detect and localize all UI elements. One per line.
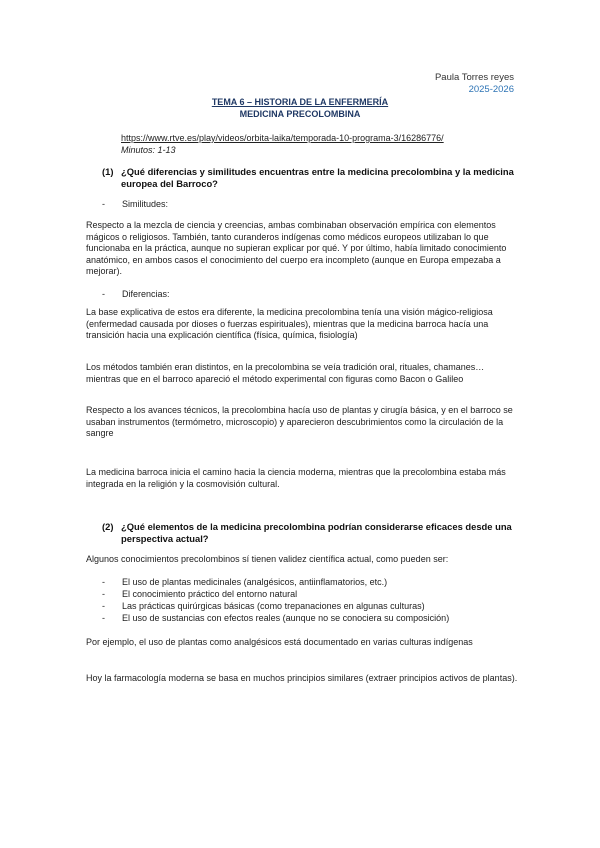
conclusion-paragraph: La medicina barroca inicia el camino hacia la ciencia moderna, mientras que la precolombina estaba más integrada en la religión y la cosmovisión cultural. <box>86 467 506 489</box>
academic-year: 2025-2026 <box>468 84 514 95</box>
similarities-paragraph: Respecto a la mezcla de ciencia y creencias, ambas combinaban observación empírica con elementos mágicos o religiosos. También, tanto curanderos indígenas como médicos europeos utilizaban lo que funcionaba en la práctica, aunque no supieran explicar por qué. Y por último, había limitado conocimiento anatómico, en ambos casos el conocimiento del cuerpo era incompleto (aunque en Europa empezaba a mejorar). <box>86 220 507 277</box>
source-link[interactable]: https://www.rtve.es/play/videos/orbita-laika/temporada-10-programa-3/16286776/ <box>121 133 444 143</box>
example-paragraph: Por ejemplo, el uso de plantas como analgésicos está documentado en varias culturas indígenas <box>86 637 473 647</box>
question-1-text: ¿Qué diferencias y similitudes encuentras entre la medicina precolombina y la medicina europea del Barroco? <box>121 166 514 189</box>
source-minutes: Minutos: 1-13 <box>121 145 176 155</box>
question-2-text: ¿Qué elementos de la medicina precolombina podrían considerarse eficaces desde una perspectiva actual? <box>121 521 512 544</box>
differences-paragraph-2: Los métodos también eran distintos, en la precolombina se veía tradición oral, rituales, chamanes… mientras que en el barroco apareció el método experimental con figuras como Bacon o Galileo <box>86 362 485 384</box>
list-item: - El uso de sustancias con efectos reales (aunque no se conociera su composición) <box>102 613 450 623</box>
document-title: TEMA 6 – HISTORIA DE LA ENFERMERÍA <box>211 97 389 107</box>
question-2-number: (2) <box>102 521 114 532</box>
list-item: - Las prácticas quirúrgicas básicas (como trepanaciones en algunas culturas) <box>102 601 425 611</box>
effective-elements-list <box>102 576 522 624</box>
dash-bullet: - <box>102 199 105 209</box>
differences-paragraph-3: Respecto a los avances técnicos, la precolombina hacía uso de plantas y cirugía básica, y en el barroco se usaban instrumentos (termómetro, microscopio) y aparecieron descubrimientos como la circulación de la sangre <box>86 405 513 439</box>
similarities-label: Similitudes: <box>122 199 169 209</box>
question-1-number: (1) <box>102 166 114 177</box>
author-block <box>435 72 514 96</box>
differences-paragraph-1: La base explicativa de estos era diferente, la medicina precolombina tenía una visión mágico-religiosa (enfermedad causada por dioses o fuerzas espirituales), mientras que la medicina barroca hacía una transición hacia una explicación científica (física, química, fisiología) <box>86 307 493 341</box>
document-subtitle: MEDICINA PRECOLOMBINA <box>239 109 361 119</box>
q2-intro-paragraph: Algunos conocimientos precolombinos sí tienen validez científica actual, como pueden ser: <box>86 554 449 564</box>
dash-bullet: - <box>102 289 105 299</box>
list-item: - El conocimiento práctico del entorno natural <box>102 589 298 599</box>
closing-paragraph: Hoy la farmacología moderna se basa en muchos principios similares (extraer principios activos de plantas). <box>86 673 518 683</box>
differences-label: Diferencias: <box>122 289 170 299</box>
author-name: Paula Torres reyes <box>434 72 514 83</box>
list-item: - El uso de plantas medicinales (analgésicos, antiinflamatorios, etc.) <box>102 577 388 587</box>
